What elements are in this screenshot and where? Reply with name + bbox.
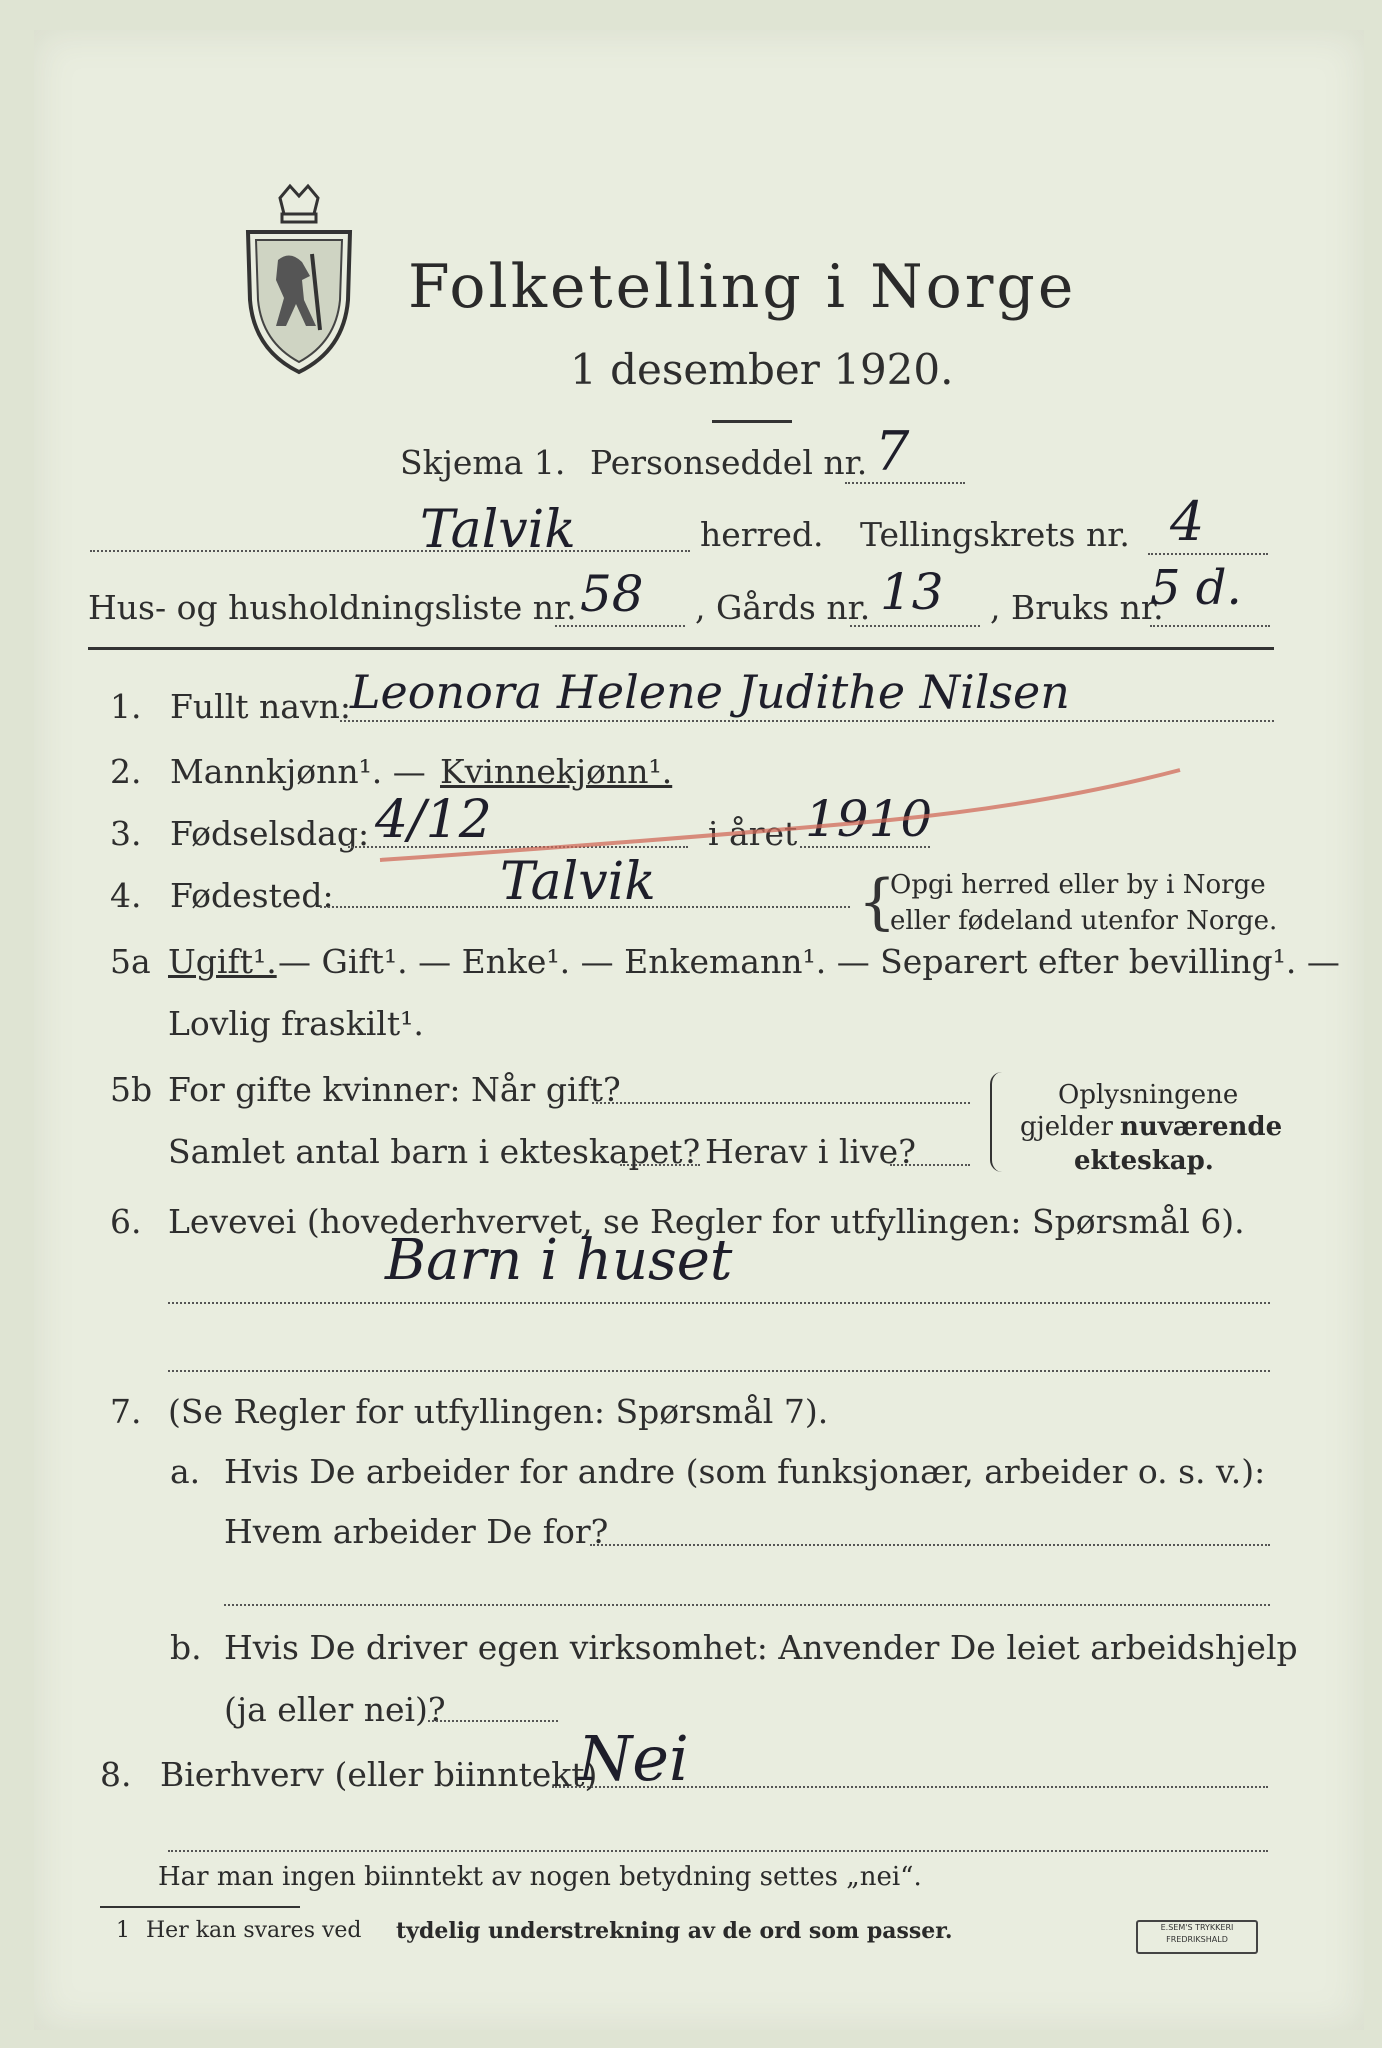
side-income-value: Nei: [578, 1722, 689, 1795]
q4-number: 4.: [110, 876, 142, 915]
husliste-line: [555, 625, 685, 627]
printer-line2: FREDRIKSHALD: [1166, 1935, 1228, 1944]
q7a-line2: Hvem arbeider De for?: [224, 1512, 609, 1551]
q7a-line1: Hvis De arbeider for andre (som funksjonær, arbeider o. s. v.):: [224, 1452, 1266, 1491]
q1-line: [340, 720, 1274, 722]
tellingskrets-line: [1148, 553, 1268, 555]
printer-stamp: [1136, 1920, 1258, 1954]
herred-label: herred.: [700, 515, 824, 554]
q3-label: Fødselsdag:: [170, 814, 370, 853]
q6-label: Levevei (hovederhvervet, se Regler for utfyllingen: Spørsmål 6).: [168, 1202, 1245, 1241]
q4-note-line1: Opgi herred eller by i Norge: [890, 870, 1266, 900]
marital-options: — Gift¹. — Enke¹. — Enkemann¹. — Separert efter bevilling¹. —: [278, 942, 1340, 981]
side-income-line-2: [168, 1850, 1268, 1852]
printer-line1: E.SEM'S TRYKKERI: [1160, 1923, 1234, 1932]
header-divider: [88, 647, 1274, 650]
q8-label: Bierhverv (eller biinntekt): [160, 1755, 598, 1794]
husliste-value: 58: [580, 565, 644, 623]
bruks-value: 5 d.: [1150, 560, 1242, 616]
tellingskrets-value: 4: [1170, 490, 1205, 553]
q7b-line1: Hvis De driver egen virksomhet: Anvender De leiet arbeidshjelp: [224, 1628, 1298, 1667]
alive-line: [890, 1164, 970, 1166]
birthday-value: 4/12: [375, 790, 492, 850]
footnote-divider: [100, 1906, 300, 1908]
husliste-label: Hus- og husholdningsliste nr.: [88, 588, 577, 627]
footnote-text-a: Her kan svares ved: [146, 1918, 362, 1943]
full-name-value: Leonora Helene Judithe Nilsen: [350, 665, 1070, 719]
ugift-option: Ugift¹.: [168, 942, 277, 981]
personseddel-label: Personseddel nr.: [590, 443, 868, 482]
herred-line: [90, 550, 690, 552]
lovlig-fraskilt-option: Lovlig fraskilt¹.: [168, 1004, 424, 1043]
skjema-label: Skjema 1.: [400, 443, 566, 482]
footnote-number: 1: [116, 1918, 130, 1943]
census-date: 1 desember 1920.: [570, 345, 954, 394]
year-label: i året: [708, 814, 798, 853]
footnote-text-b: tydelig understrekning av de ord som passer.: [396, 1918, 953, 1944]
employer-line-2: [224, 1604, 1270, 1606]
q5a-number: 5a: [110, 942, 151, 981]
q5b-children-label: Samlet antal barn i ekteskapet?: [168, 1132, 701, 1171]
q2-number: 2.: [110, 752, 142, 791]
birthplace-value: Talvik: [500, 852, 656, 912]
q5b-note2b: nuværende: [1120, 1112, 1283, 1142]
birth-year-value: 1910: [805, 790, 933, 848]
q1-number: 1.: [110, 687, 142, 726]
q5b-note1: Oplysningene: [1058, 1080, 1239, 1110]
q1-label: Fullt navn:: [170, 687, 351, 726]
q4-brace: {: [858, 867, 897, 937]
q6-number: 6.: [110, 1202, 142, 1241]
married-when-line: [592, 1102, 970, 1104]
q7-label: (Se Regler for utfyllingen: Spørsmål 7).: [168, 1392, 829, 1431]
gards-value: 13: [880, 563, 944, 621]
q5b-bracket: [990, 1072, 1006, 1172]
q7a-letter: a.: [170, 1452, 201, 1491]
bruks-line: [1150, 625, 1270, 627]
q8-number: 8.: [100, 1755, 132, 1794]
employer-line-1: [590, 1544, 1270, 1546]
q7b-letter: b.: [170, 1628, 202, 1667]
title-divider: [712, 420, 792, 423]
tellingskrets-label: Tellingskrets nr.: [860, 515, 1130, 554]
herred-value: Talvik: [420, 500, 576, 560]
q4-label: Fødested:: [170, 876, 334, 915]
personseddel-value: 7: [875, 420, 910, 483]
nei-note: Har man ingen biinntekt av nogen betydning settes „nei“.: [158, 1862, 922, 1892]
q5b-note2a: gjelder: [1020, 1112, 1113, 1142]
occupation-line-1: [168, 1302, 1270, 1304]
red-pencil-mark: [370, 760, 1190, 870]
gards-line: [850, 625, 980, 627]
hired-help-line: [428, 1720, 558, 1722]
occupation-value: Barn i huset: [385, 1228, 733, 1293]
male-option: Mannkjønn¹. —: [170, 752, 426, 791]
page-title: Folketelling i Norge: [408, 252, 1077, 322]
norwegian-coat-of-arms-icon: [240, 180, 358, 380]
occupation-line-2: [168, 1370, 1270, 1372]
female-option: Kvinnekjønn¹.: [440, 752, 673, 791]
q7b-line2: (ja eller nei)?: [224, 1690, 446, 1729]
children-line: [620, 1164, 700, 1166]
q4-note-line2: eller fødeland utenfor Norge.: [890, 906, 1278, 936]
q5b-alive-label: Herav i live?: [705, 1132, 916, 1171]
q5b-line1: For gifte kvinner: Når gift?: [168, 1070, 621, 1109]
q5b-note3: ekteskap.: [1074, 1146, 1214, 1176]
bruks-label: , Bruks nr.: [990, 588, 1164, 627]
q7-number: 7.: [110, 1392, 142, 1431]
q5b-number: 5b: [110, 1070, 153, 1109]
q3-number: 3.: [110, 814, 142, 853]
gards-label: , Gårds nr.: [695, 588, 871, 627]
